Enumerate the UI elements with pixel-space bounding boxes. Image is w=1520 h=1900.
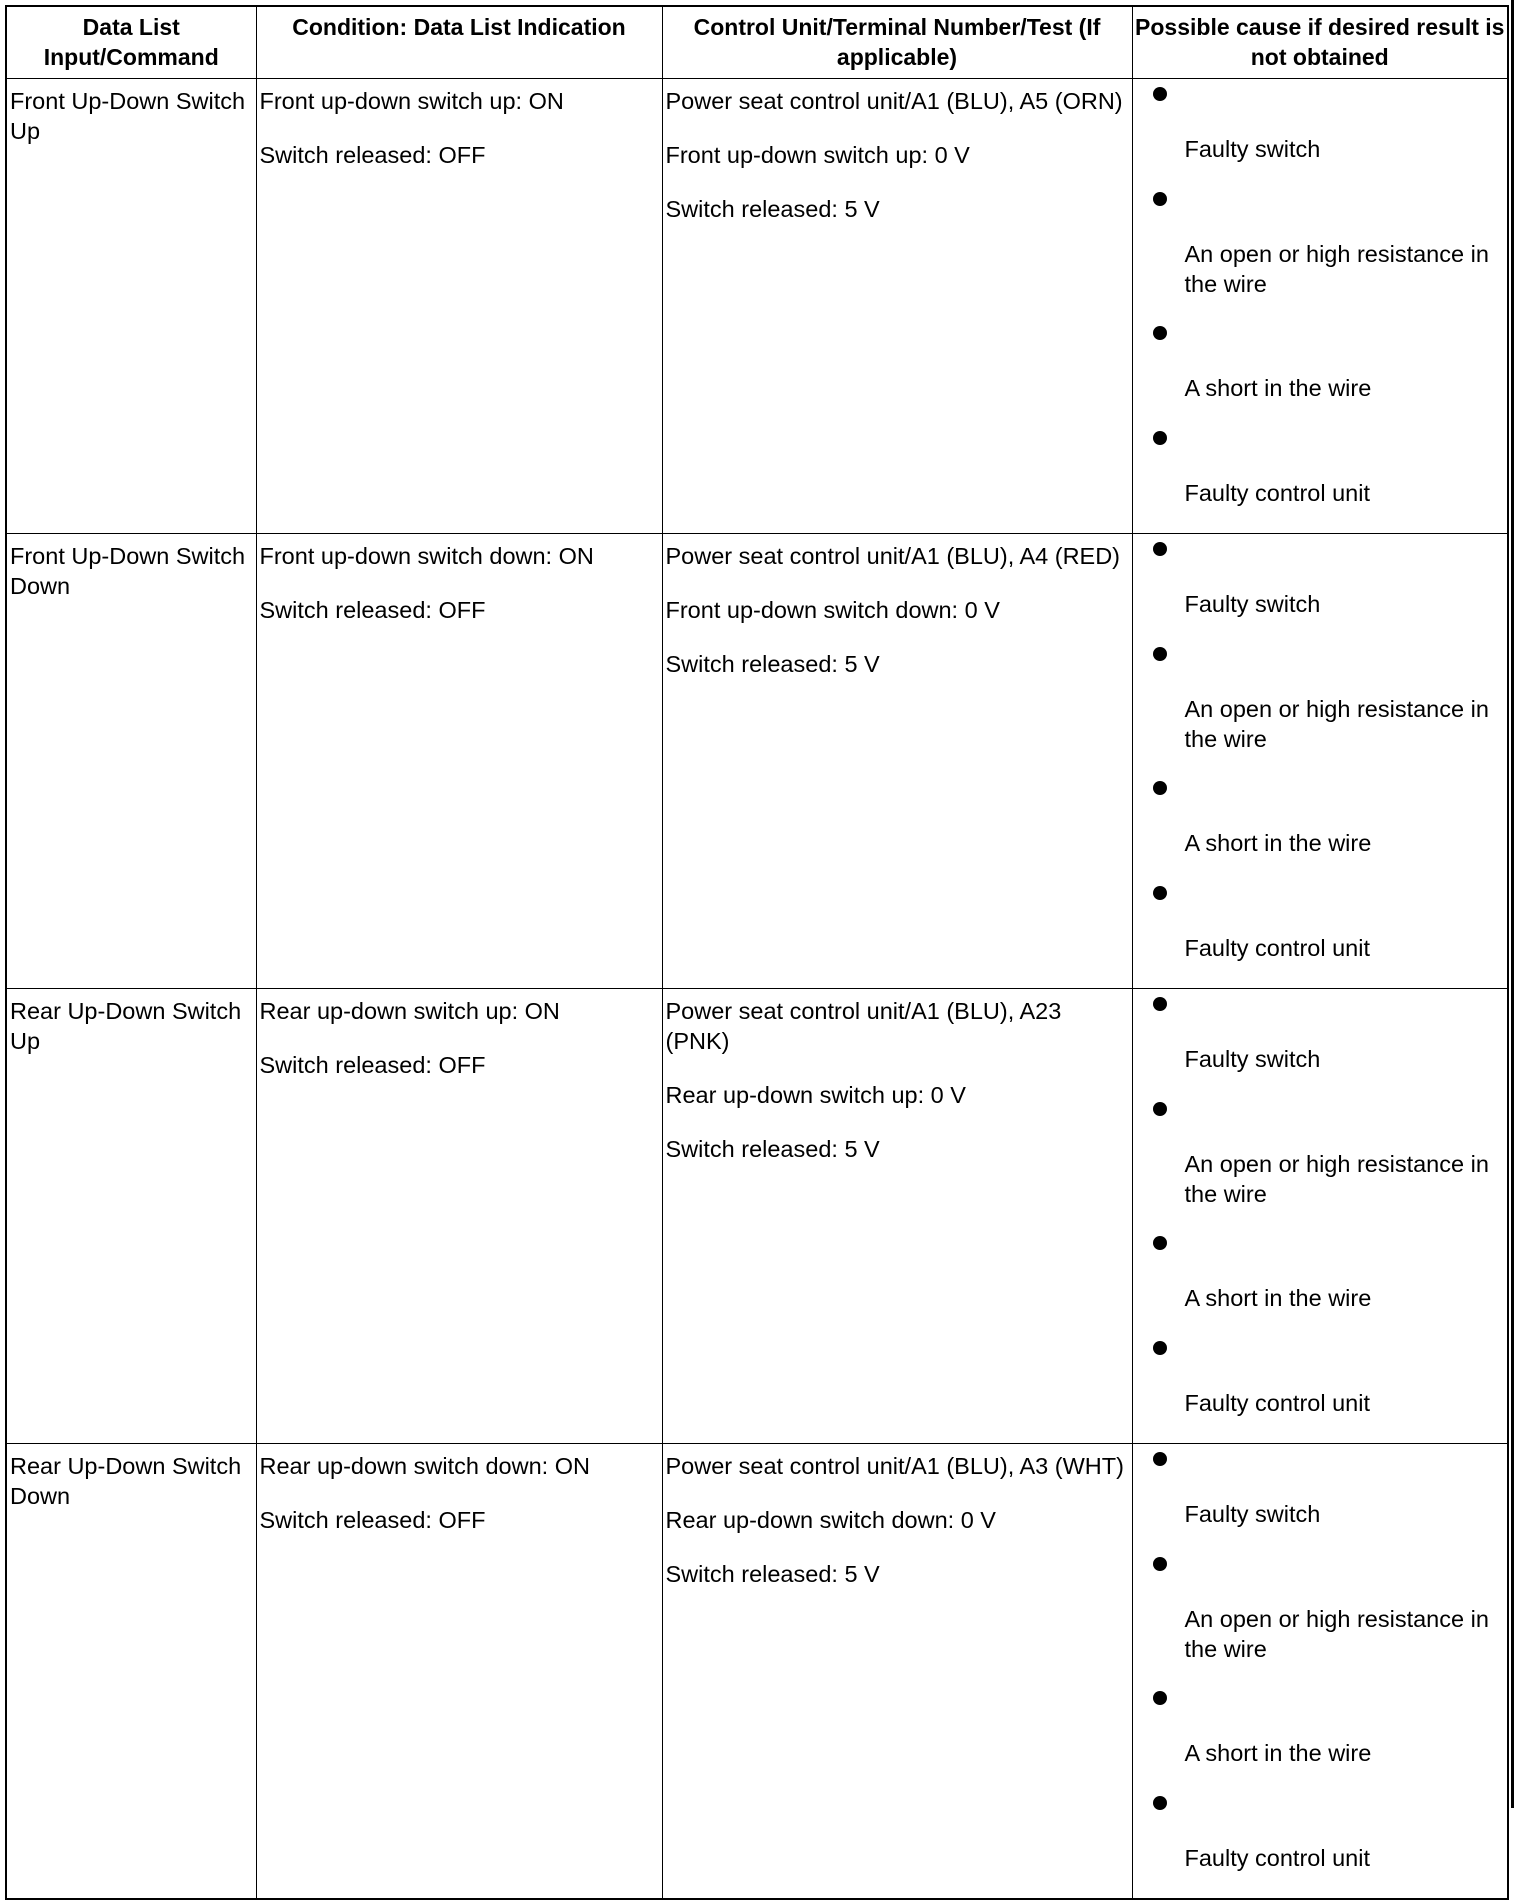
list-item xyxy=(1133,1444,1508,1549)
bullet-icon xyxy=(1153,1341,1167,1355)
cause-list xyxy=(1133,534,1508,988)
bullet-icon xyxy=(1153,1236,1167,1250)
list-item xyxy=(1133,1788,1508,1898)
test-released: Switch released: 5 V xyxy=(665,1561,880,1587)
cause-text: Faulty switch xyxy=(1184,591,1321,617)
condition-cell xyxy=(256,989,662,1444)
possible-cause-cell xyxy=(1132,1444,1508,1900)
list-item xyxy=(1133,878,1508,988)
list-item xyxy=(1133,1094,1508,1228)
header-row xyxy=(6,6,1508,79)
input-command-cell xyxy=(6,534,256,989)
test-pressed: Rear up-down switch down: 0 V xyxy=(665,1507,996,1533)
bullet-icon xyxy=(1153,886,1167,900)
cause-text: Faulty control unit xyxy=(1184,480,1370,506)
condition-cell xyxy=(256,79,662,534)
input-command-cell xyxy=(6,1444,256,1900)
test-released: Switch released: 5 V xyxy=(665,196,880,222)
condition-on: Front up-down switch down: ON xyxy=(259,543,594,569)
table-row xyxy=(6,79,1508,534)
condition-on: Front up-down switch up: ON xyxy=(259,88,564,114)
cause-text: A short in the wire xyxy=(1184,1285,1372,1311)
list-item xyxy=(1133,1333,1508,1443)
terminal-label: Power seat control unit/A1 (BLU), A4 (RED) xyxy=(665,543,1121,569)
terminal-test-cell xyxy=(662,79,1132,534)
terminal-test-cell xyxy=(662,989,1132,1444)
test-released: Switch released: 5 V xyxy=(665,1136,880,1162)
cause-text: An open or high resistance in the wire xyxy=(1184,696,1489,752)
bullet-icon xyxy=(1153,326,1167,340)
cause-list xyxy=(1133,989,1508,1443)
test-pressed: Rear up-down switch up: 0 V xyxy=(665,1082,966,1108)
list-item xyxy=(1133,318,1508,423)
condition-cell xyxy=(256,1444,662,1900)
cause-text: Faulty switch xyxy=(1184,136,1321,162)
bullet-icon xyxy=(1153,647,1167,661)
list-item xyxy=(1133,423,1508,533)
test-released: Switch released: 5 V xyxy=(665,651,880,677)
condition-off: Switch released: OFF xyxy=(259,142,486,168)
page-edge-rule xyxy=(1511,0,1514,1808)
cause-text: Faulty switch xyxy=(1184,1046,1321,1072)
bullet-icon xyxy=(1153,1102,1167,1116)
list-item xyxy=(1133,639,1508,773)
bullet-icon xyxy=(1153,542,1167,556)
condition-off: Switch released: OFF xyxy=(259,597,486,623)
list-item xyxy=(1133,79,1508,184)
cause-text: An open or high resistance in the wire xyxy=(1184,1151,1489,1207)
list-item xyxy=(1133,1228,1508,1333)
cause-list xyxy=(1133,1444,1508,1898)
condition-on: Rear up-down switch down: ON xyxy=(259,1453,590,1479)
possible-cause-cell xyxy=(1132,989,1508,1444)
diagnostic-table xyxy=(5,5,1509,1900)
list-item xyxy=(1133,1683,1508,1788)
possible-cause-cell xyxy=(1132,79,1508,534)
header-terminal-test: Control Unit/Terminal Number/Test (If applicable) xyxy=(662,6,1132,79)
cause-text: An open or high resistance in the wire xyxy=(1184,241,1489,297)
condition-cell xyxy=(256,534,662,989)
bullet-icon xyxy=(1153,192,1167,206)
header-input-command: Data List Input/Command xyxy=(6,6,256,79)
input-command-label: Rear Up-Down Switch Down xyxy=(10,1453,242,1509)
cause-text: A short in the wire xyxy=(1184,1740,1372,1766)
terminal-test-cell xyxy=(662,534,1132,989)
input-command-cell xyxy=(6,79,256,534)
cause-text: Faulty control unit xyxy=(1184,935,1370,961)
terminal-label: Power seat control unit/A1 (BLU), A5 (ORN) xyxy=(665,88,1123,114)
bullet-icon xyxy=(1153,1691,1167,1705)
header-condition: Condition: Data List Indication xyxy=(256,6,662,79)
bullet-icon xyxy=(1153,997,1167,1011)
cause-text: A short in the wire xyxy=(1184,375,1372,401)
table-row xyxy=(6,989,1508,1444)
condition-on: Rear up-down switch up: ON xyxy=(259,998,560,1024)
list-item xyxy=(1133,1549,1508,1683)
bullet-icon xyxy=(1153,1452,1167,1466)
condition-off: Switch released: OFF xyxy=(259,1052,486,1078)
condition-off: Switch released: OFF xyxy=(259,1507,486,1533)
test-pressed: Front up-down switch up: 0 V xyxy=(665,142,970,168)
bullet-icon xyxy=(1153,781,1167,795)
terminal-label: Power seat control unit/A1 (BLU), A3 (WHT) xyxy=(665,1453,1124,1479)
cause-text: Faulty switch xyxy=(1184,1501,1321,1527)
input-command-label: Rear Up-Down Switch Up xyxy=(10,998,242,1054)
bullet-icon xyxy=(1153,1557,1167,1571)
header-possible-cause: Possible cause if desired result is not obtained xyxy=(1132,6,1508,79)
cause-text: Faulty control unit xyxy=(1184,1390,1370,1416)
cause-text: Faulty control unit xyxy=(1184,1845,1370,1871)
cause-list xyxy=(1133,79,1508,533)
cause-text: A short in the wire xyxy=(1184,830,1372,856)
test-pressed: Front up-down switch down: 0 V xyxy=(665,597,1000,623)
list-item xyxy=(1133,989,1508,1094)
bullet-icon xyxy=(1153,87,1167,101)
cause-text: An open or high resistance in the wire xyxy=(1184,1606,1489,1662)
terminal-label: Power seat control unit/A1 (BLU), A23 (PNK) xyxy=(665,998,1062,1054)
input-command-label: Front Up-Down Switch Up xyxy=(10,88,246,144)
input-command-cell xyxy=(6,989,256,1444)
possible-cause-cell xyxy=(1132,534,1508,989)
list-item xyxy=(1133,534,1508,639)
list-item xyxy=(1133,184,1508,318)
table-row xyxy=(6,1444,1508,1900)
bullet-icon xyxy=(1153,431,1167,445)
list-item xyxy=(1133,773,1508,878)
input-command-label: Front Up-Down Switch Down xyxy=(10,543,246,599)
table-row xyxy=(6,534,1508,989)
terminal-test-cell xyxy=(662,1444,1132,1900)
